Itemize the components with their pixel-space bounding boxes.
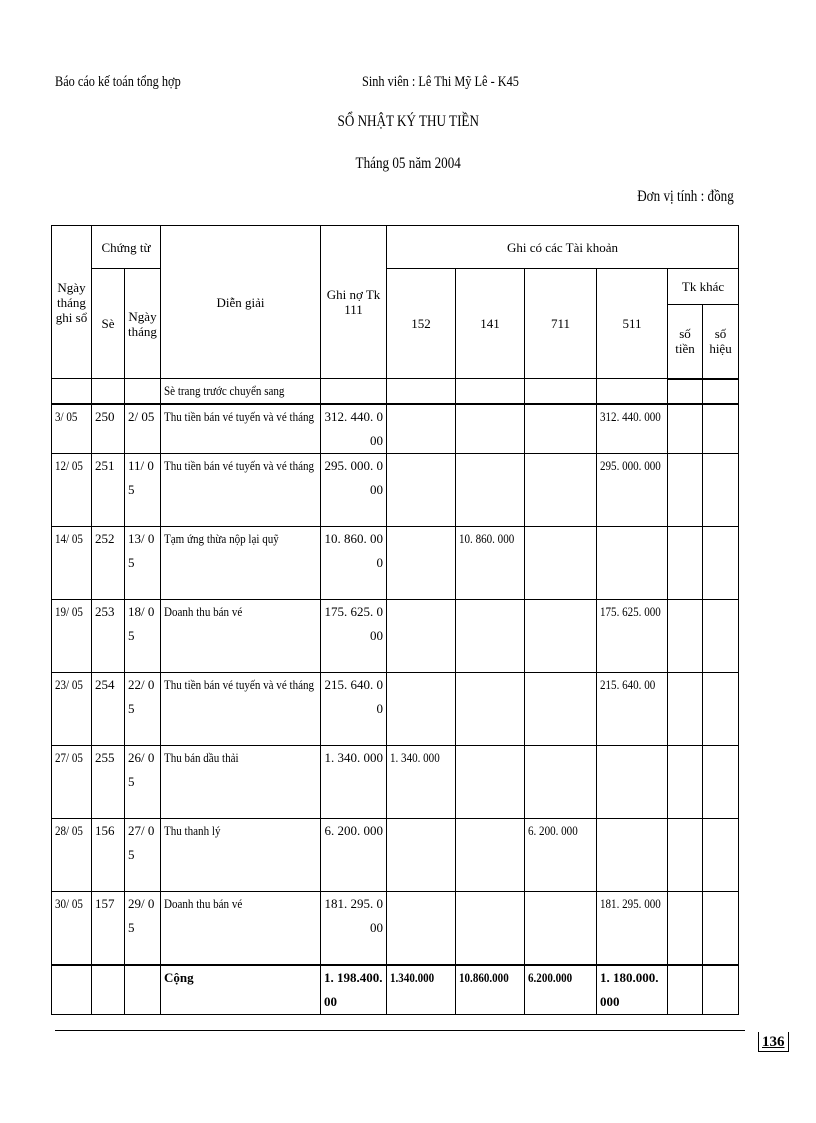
row-tk711: [525, 673, 597, 746]
row-tk511: 215. 640. 00: [597, 673, 668, 746]
col-header-amount: số tiền: [668, 305, 703, 379]
row-date: 14/ 05: [52, 527, 92, 600]
student-header: Sinh viên : Lê Thi Mỹ Lê - K45: [362, 74, 519, 90]
row-voucher-number: 254: [92, 673, 125, 746]
total-row: [52, 965, 739, 1015]
total-tk511: 1. 180.000. 000: [597, 965, 668, 1015]
row-description: Thu tiền bán vé tuyến và vé tháng: [161, 404, 321, 454]
row-tk511: [597, 819, 668, 892]
row-tk152: [387, 892, 456, 965]
row-other-amount: [668, 746, 703, 819]
row-other-account: [703, 404, 739, 454]
row-description: Thu tiền bán vé tuyến và vé tháng: [161, 454, 321, 527]
row-date: 28/ 05: [52, 819, 92, 892]
col-header-date-recorded: Ngày tháng ghi sổ: [52, 226, 92, 379]
row-voucher-date: 18/ 05: [125, 600, 161, 673]
row-other-account: [703, 673, 739, 746]
table-row: [52, 600, 739, 673]
col-header-credit-accounts: Ghi có các Tài khoản: [387, 226, 739, 269]
row-other-account: [703, 600, 739, 673]
row-tk511: 175. 625. 000: [597, 600, 668, 673]
row-debit-111: 1. 340. 000: [321, 746, 387, 819]
footer-rule: [55, 1030, 745, 1031]
row-voucher-date: 26/ 05: [125, 746, 161, 819]
row-other-amount: [668, 819, 703, 892]
row-other-account: [703, 454, 739, 527]
row-tk511: 312. 440. 000: [597, 404, 668, 454]
unit-label: Đơn vị tính : đồng: [637, 188, 734, 205]
row-tk511: [597, 746, 668, 819]
row-voucher-date: 22/ 05: [125, 673, 161, 746]
row-voucher-number: 157: [92, 892, 125, 965]
row-debit-111: 175. 625. 000: [321, 600, 387, 673]
row-tk711: 6. 200. 000: [525, 819, 597, 892]
carry-forward-label: Sè trang trước chuyển sang: [161, 379, 321, 405]
row-tk152: [387, 819, 456, 892]
row-other-account: [703, 819, 739, 892]
row-date: 27/ 05: [52, 746, 92, 819]
row-description: Thu bán dầu thải: [161, 746, 321, 819]
row-voucher-number: 250: [92, 404, 125, 454]
row-voucher-date: 13/ 05: [125, 527, 161, 600]
journal-rows: [52, 404, 739, 965]
row-tk511: 181. 295. 000: [597, 892, 668, 965]
row-tk152: [387, 454, 456, 527]
row-voucher-date: 27/ 05: [125, 819, 161, 892]
row-debit-111: 6. 200. 000: [321, 819, 387, 892]
row-other-amount: [668, 404, 703, 454]
row-tk141: [456, 673, 525, 746]
row-other-amount: [668, 527, 703, 600]
total-tk152: 1.340.000: [387, 965, 456, 1015]
total-debit-111: 1. 198.400. 00: [321, 965, 387, 1015]
table-row: [52, 454, 739, 527]
row-tk141: 10. 860. 000: [456, 527, 525, 600]
report-header-left: Báo cáo kế toán tổng hợp: [55, 74, 181, 90]
total-tk711: 6.200.000: [525, 965, 597, 1015]
row-voucher-date: 2/ 05: [125, 404, 161, 454]
row-tk711: [525, 892, 597, 965]
row-tk711: [525, 746, 597, 819]
table-row: [52, 673, 739, 746]
row-debit-111: 215. 640. 00: [321, 673, 387, 746]
row-description: Doanh thu bán vé: [161, 600, 321, 673]
row-tk141: [456, 600, 525, 673]
page-title: SỔ NHẬT KÝ THU TIỀN: [337, 113, 479, 130]
row-tk152: [387, 600, 456, 673]
carry-forward-row: [52, 379, 739, 405]
row-description: Thu tiền bán vé tuyến và vé tháng: [161, 673, 321, 746]
row-date: 3/ 05: [52, 404, 92, 454]
row-other-amount: [668, 673, 703, 746]
row-other-account: [703, 892, 739, 965]
row-voucher-date: 11/ 05: [125, 454, 161, 527]
col-header-tk711: 711: [525, 269, 597, 379]
row-voucher-date: 29/ 05: [125, 892, 161, 965]
row-debit-111: 295. 000. 000: [321, 454, 387, 527]
col-header-account-code: số hiệu: [703, 305, 739, 379]
row-tk511: [597, 527, 668, 600]
row-tk141: [456, 746, 525, 819]
row-debit-111: 10. 860. 000: [321, 527, 387, 600]
col-header-voucher-date: Ngày tháng: [125, 269, 161, 379]
row-voucher-number: 251: [92, 454, 125, 527]
total-tk141: 10.860.000: [456, 965, 525, 1015]
row-tk711: [525, 404, 597, 454]
row-other-amount: [668, 454, 703, 527]
row-other-amount: [668, 600, 703, 673]
col-header-voucher-number: Sè: [92, 269, 125, 379]
row-tk141: [456, 819, 525, 892]
row-description: Thu thanh lý: [161, 819, 321, 892]
row-date: 30/ 05: [52, 892, 92, 965]
row-tk511: 295. 000. 000: [597, 454, 668, 527]
row-date: 23/ 05: [52, 673, 92, 746]
col-header-debit-111: Ghi nợ Tk 111: [321, 226, 387, 379]
row-tk711: [525, 454, 597, 527]
page-number: 136: [758, 1032, 789, 1052]
row-tk711: [525, 600, 597, 673]
row-tk152: [387, 673, 456, 746]
col-header-tk511: 511: [597, 269, 668, 379]
row-tk152: [387, 527, 456, 600]
col-header-voucher: Chứng từ: [92, 226, 161, 269]
cash-receipt-journal-table: [51, 225, 739, 1015]
row-tk152: [387, 404, 456, 454]
row-debit-111: 312. 440. 000: [321, 404, 387, 454]
table-row: [52, 746, 739, 819]
row-other-amount: [668, 892, 703, 965]
row-date: 19/ 05: [52, 600, 92, 673]
col-header-tk141: 141: [456, 269, 525, 379]
col-header-description: Diễn giải: [161, 226, 321, 379]
row-tk711: [525, 527, 597, 600]
row-date: 12/ 05: [52, 454, 92, 527]
row-other-account: [703, 527, 739, 600]
total-label: Cộng: [161, 965, 321, 1015]
row-other-account: [703, 746, 739, 819]
row-description: Tạm ứng thừa nộp lại quỹ: [161, 527, 321, 600]
row-description: Doanh thu bán vé: [161, 892, 321, 965]
row-voucher-number: 255: [92, 746, 125, 819]
row-voucher-number: 156: [92, 819, 125, 892]
table-row: [52, 819, 739, 892]
row-tk152: 1. 340. 000: [387, 746, 456, 819]
row-voucher-number: 253: [92, 600, 125, 673]
row-tk141: [456, 454, 525, 527]
row-voucher-number: 252: [92, 527, 125, 600]
page-subtitle: Tháng 05 năm 2004: [355, 155, 461, 172]
col-header-tk152: 152: [387, 269, 456, 379]
col-header-other-accounts: Tk khác: [668, 269, 739, 305]
table-row: [52, 527, 739, 600]
table-row: [52, 404, 739, 454]
row-tk141: [456, 892, 525, 965]
row-debit-111: 181. 295. 000: [321, 892, 387, 965]
table-row: [52, 892, 739, 965]
row-tk141: [456, 404, 525, 454]
